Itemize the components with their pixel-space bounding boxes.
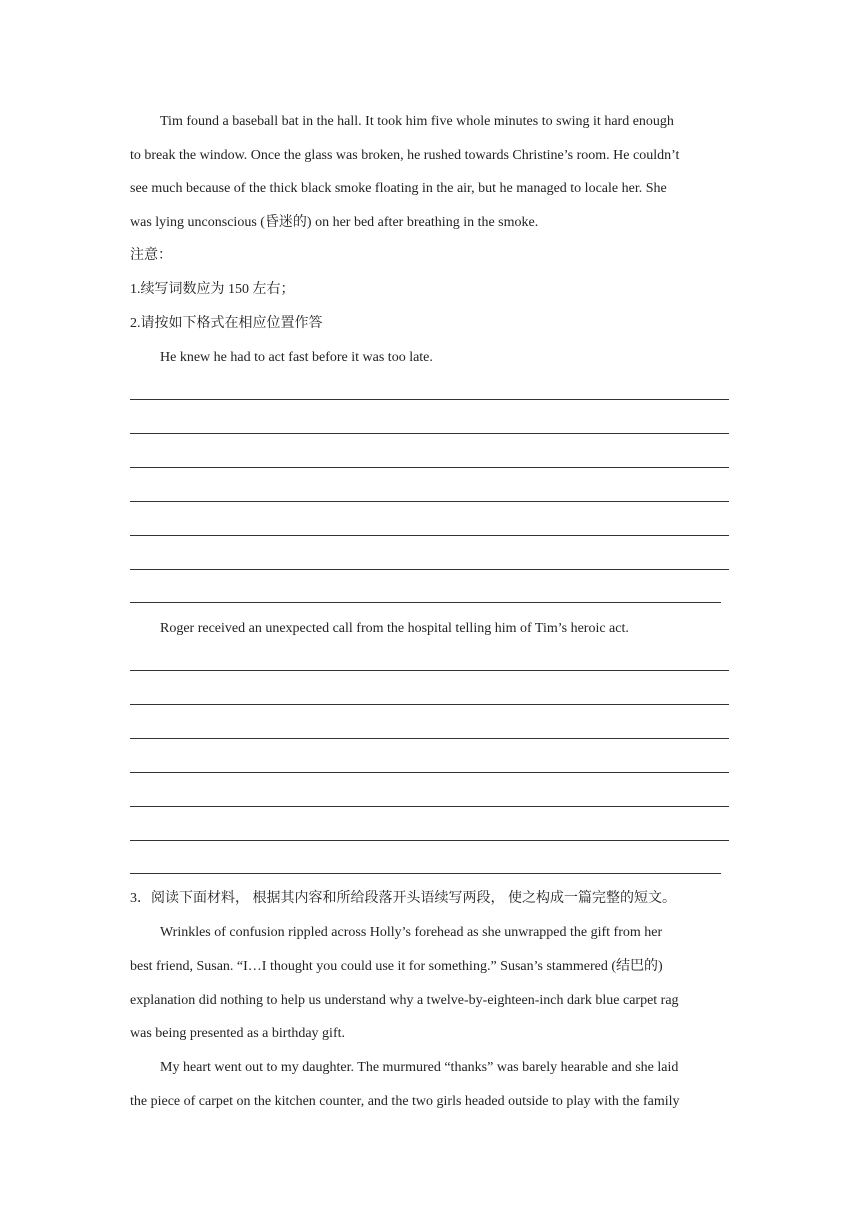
answer-line <box>130 602 721 603</box>
passage3-line-5: My heart went out to my daughter. The murmured “thanks” was barely hearable and she laid <box>160 1060 679 1075</box>
answer-line <box>130 806 729 807</box>
answer-line <box>130 433 729 434</box>
passage3-line-2: best friend, Susan. “I…I thought you could use it for something.” Susan’s stammered (结巴的) <box>130 959 663 974</box>
answer-line <box>130 467 729 468</box>
answer-line <box>130 501 729 502</box>
passage3-line-1: Wrinkles of confusion rippled across Holly’s forehead as she unwrapped the gift from her <box>160 925 663 940</box>
answer-line <box>130 873 721 874</box>
notes-item-1: 1.续写词数应为 150 左右； <box>130 282 295 297</box>
notes-item-2: 2.请按如下格式在相应位置作答 <box>130 316 323 331</box>
answer-line <box>130 772 729 773</box>
answer-line <box>130 840 729 841</box>
paragraph1-opening: He knew he had to act fast before it was too late. <box>160 350 433 365</box>
passage1-line-3: see much because of the thick black smoke floating in the air, but he managed to locale her. She <box>130 181 667 196</box>
question3-prompt: 3．阅读下面材料， 根据其内容和所给段落开头语续写两段， 使之构成一篇完整的短文。 <box>130 891 676 906</box>
passage3-line-4: was being presented as a birthday gift. <box>130 1026 345 1041</box>
answer-line <box>130 738 729 739</box>
passage3-line-3: explanation did nothing to help us understand why a twelve-by-eighteen-inch dark blue carpet rag <box>130 993 679 1008</box>
notes-title: 注意： <box>130 248 172 263</box>
answer-line <box>130 704 729 705</box>
passage1-line-2: to break the window. Once the glass was broken, he rushed towards Christine’s room. He couldn’t <box>130 148 680 163</box>
answer-line <box>130 670 729 671</box>
passage1-line-4: was lying unconscious (昏迷的) on her bed after breathing in the smoke. <box>130 215 539 230</box>
answer-line <box>130 399 729 400</box>
paragraph2-opening: Roger received an unexpected call from the hospital telling him of Tim’s heroic act. <box>160 621 629 636</box>
answer-line <box>130 535 729 536</box>
answer-line <box>130 569 729 570</box>
passage3-line-6: the piece of carpet on the kitchen counter, and the two girls headed outside to play with the family <box>130 1094 680 1109</box>
passage1-line-1: Tim found a baseball bat in the hall. It took him five whole minutes to swing it hard enough <box>160 114 674 129</box>
